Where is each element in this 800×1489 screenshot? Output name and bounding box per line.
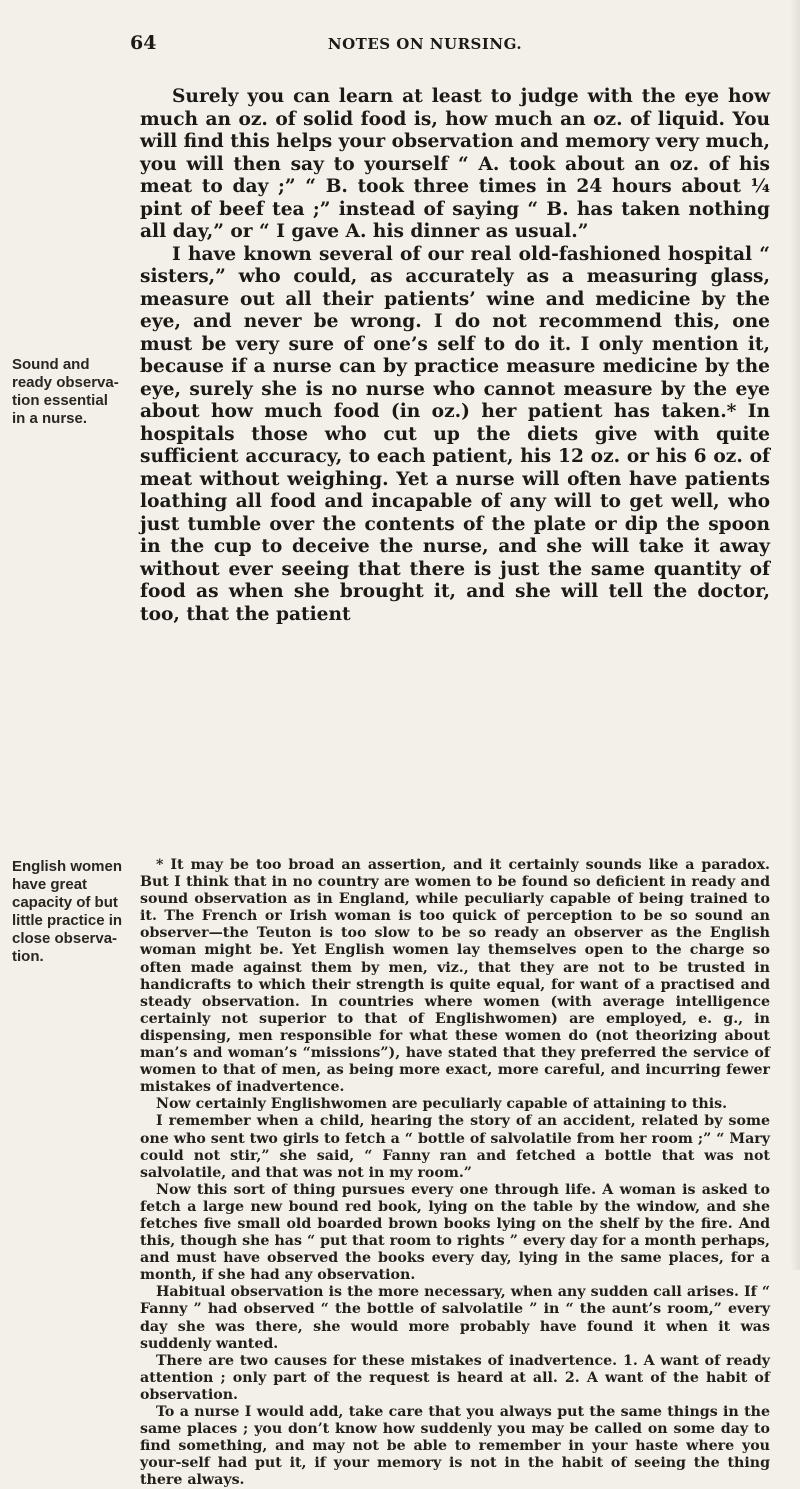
footnote-paragraph: Habitual observation is the more necessary, when any sudden call arises. If “ Fanny ” had observed “ the bottle of salvolatile ” in “ the aunt’s room,” every day she was there, she would more probably have found it when it was suddenly wanted.	[140, 1284, 770, 1352]
footnote-block	[140, 857, 770, 1489]
margin-note-english-women: English women have great capacity of but little practice in close observa- tion.	[12, 858, 123, 965]
footnote-paragraph: There are two causes for these mistakes of inadvertence. 1. A want of ready attention ; only part of the request is heard at all. 2. A want of the habit of observation.	[140, 1352, 770, 1403]
footnote-paragraph: * It may be too broad an assertion, and it certainly sounds like a paradox. But I think that in no country are women to be found so deficient in ready and sound observation as in England, while peculiarly capable of being trained to it. The French or Irish woman is too quick of perception to be so sound an observer—the Teuton is too slow to be so ready an observer as the English woman might be. Yet English women lay themselves open to the charge so often made against them by men, viz., that they are not to be trusted in handicrafts to which their strength is quite equal, for want of a practised and steady observation. In countries where women (with average intelligence certainly not superior to that of Englishwomen) are employed, e. g., in dispensing, men responsible for what these women do (not theorizing about man’s and woman’s “missions”), have stated that they preferred the service of women to that of men, as being more exact, more careful, and incurring fewer mistakes of inadvertence.	[140, 857, 770, 1096]
margin-note-observation: Sound and ready observa- tion essential in a nurse.	[12, 356, 119, 427]
page-number: 64	[130, 32, 157, 54]
paragraph: I have known several of our real old-fashioned hospital “ sisters,” who could, as accurately as a measuring glass, measure out all their patients’ wine and medicine by the eye, and never be wrong. I do not recommend this, one must be very sure of one’s self to do it. I only mention it, because if a nurse can by practice measure medicine by the eye, surely she is no nurse who cannot measure by the eye about how much food (in oz.) her patient has taken.* In hospitals those who cut up the diets give with quite sufficient accuracy, to each patient, his 12 oz. or his 6 oz. of meat without weighing. Yet a nurse will often have patients loathing all food and incapable of any will to get well, who just tumble over the contents of the plate or dip the spoon in the cup to deceive the nurse, and she will take it away without ever seeing that there is just the same quantity of food as when she brought it, and she will tell the doctor, too, that the patient	[140, 243, 770, 625]
main-text	[140, 86, 770, 626]
footnote-paragraph: Now certainly Englishwomen are peculiarly capable of attaining to this.	[156, 1096, 728, 1113]
footnote-paragraph: I remember when a child, hearing the story of an accident, related by some one who sent two girls to fetch a “ bottle of salvolatile from her room ;” “ Mary could not stir,” she said, “ Fanny ran and fetched a bottle that was not salvolatile, and that was not in my room.”	[140, 1113, 770, 1181]
running-head: NOTES ON NURSING.	[327, 35, 523, 53]
footnote-paragraph: Now this sort of thing pursues every one through life. A woman is asked to fetch a large new bound red book, lying on the table by the window, and she fetches five small old boarded brown books lying on the shelf by the fire. And this, though she has “ put that room to rights ” every day for a month perhaps, and must have observed the books every day, lying in the same places, for a month, if she had any observation.	[140, 1181, 770, 1284]
paragraph: Surely you can learn at least to judge with the eye how much an oz. of solid food is, how much an oz. of liquid. You will find this helps your observation and memory very much, you will then say to yourself “ A. took about an oz. of his meat to day ;” “ B. took three times in 24 hours about ¼ pint of beef tea ;” instead of saying “ B. has taken nothing all day,” or “ I gave A. his dinner as usual.”	[140, 86, 770, 242]
footnote-paragraph: To a nurse I would add, take care that you always put the same things in the same places ; you don’t know how suddenly you may be called on some day to find something, and may not be able to remember in your haste where you your-self had put it, if your memory is not in the habit of seeing the thing there always.	[140, 1404, 770, 1489]
page-header	[0, 32, 800, 56]
page-edge-shadow	[790, 0, 800, 1270]
